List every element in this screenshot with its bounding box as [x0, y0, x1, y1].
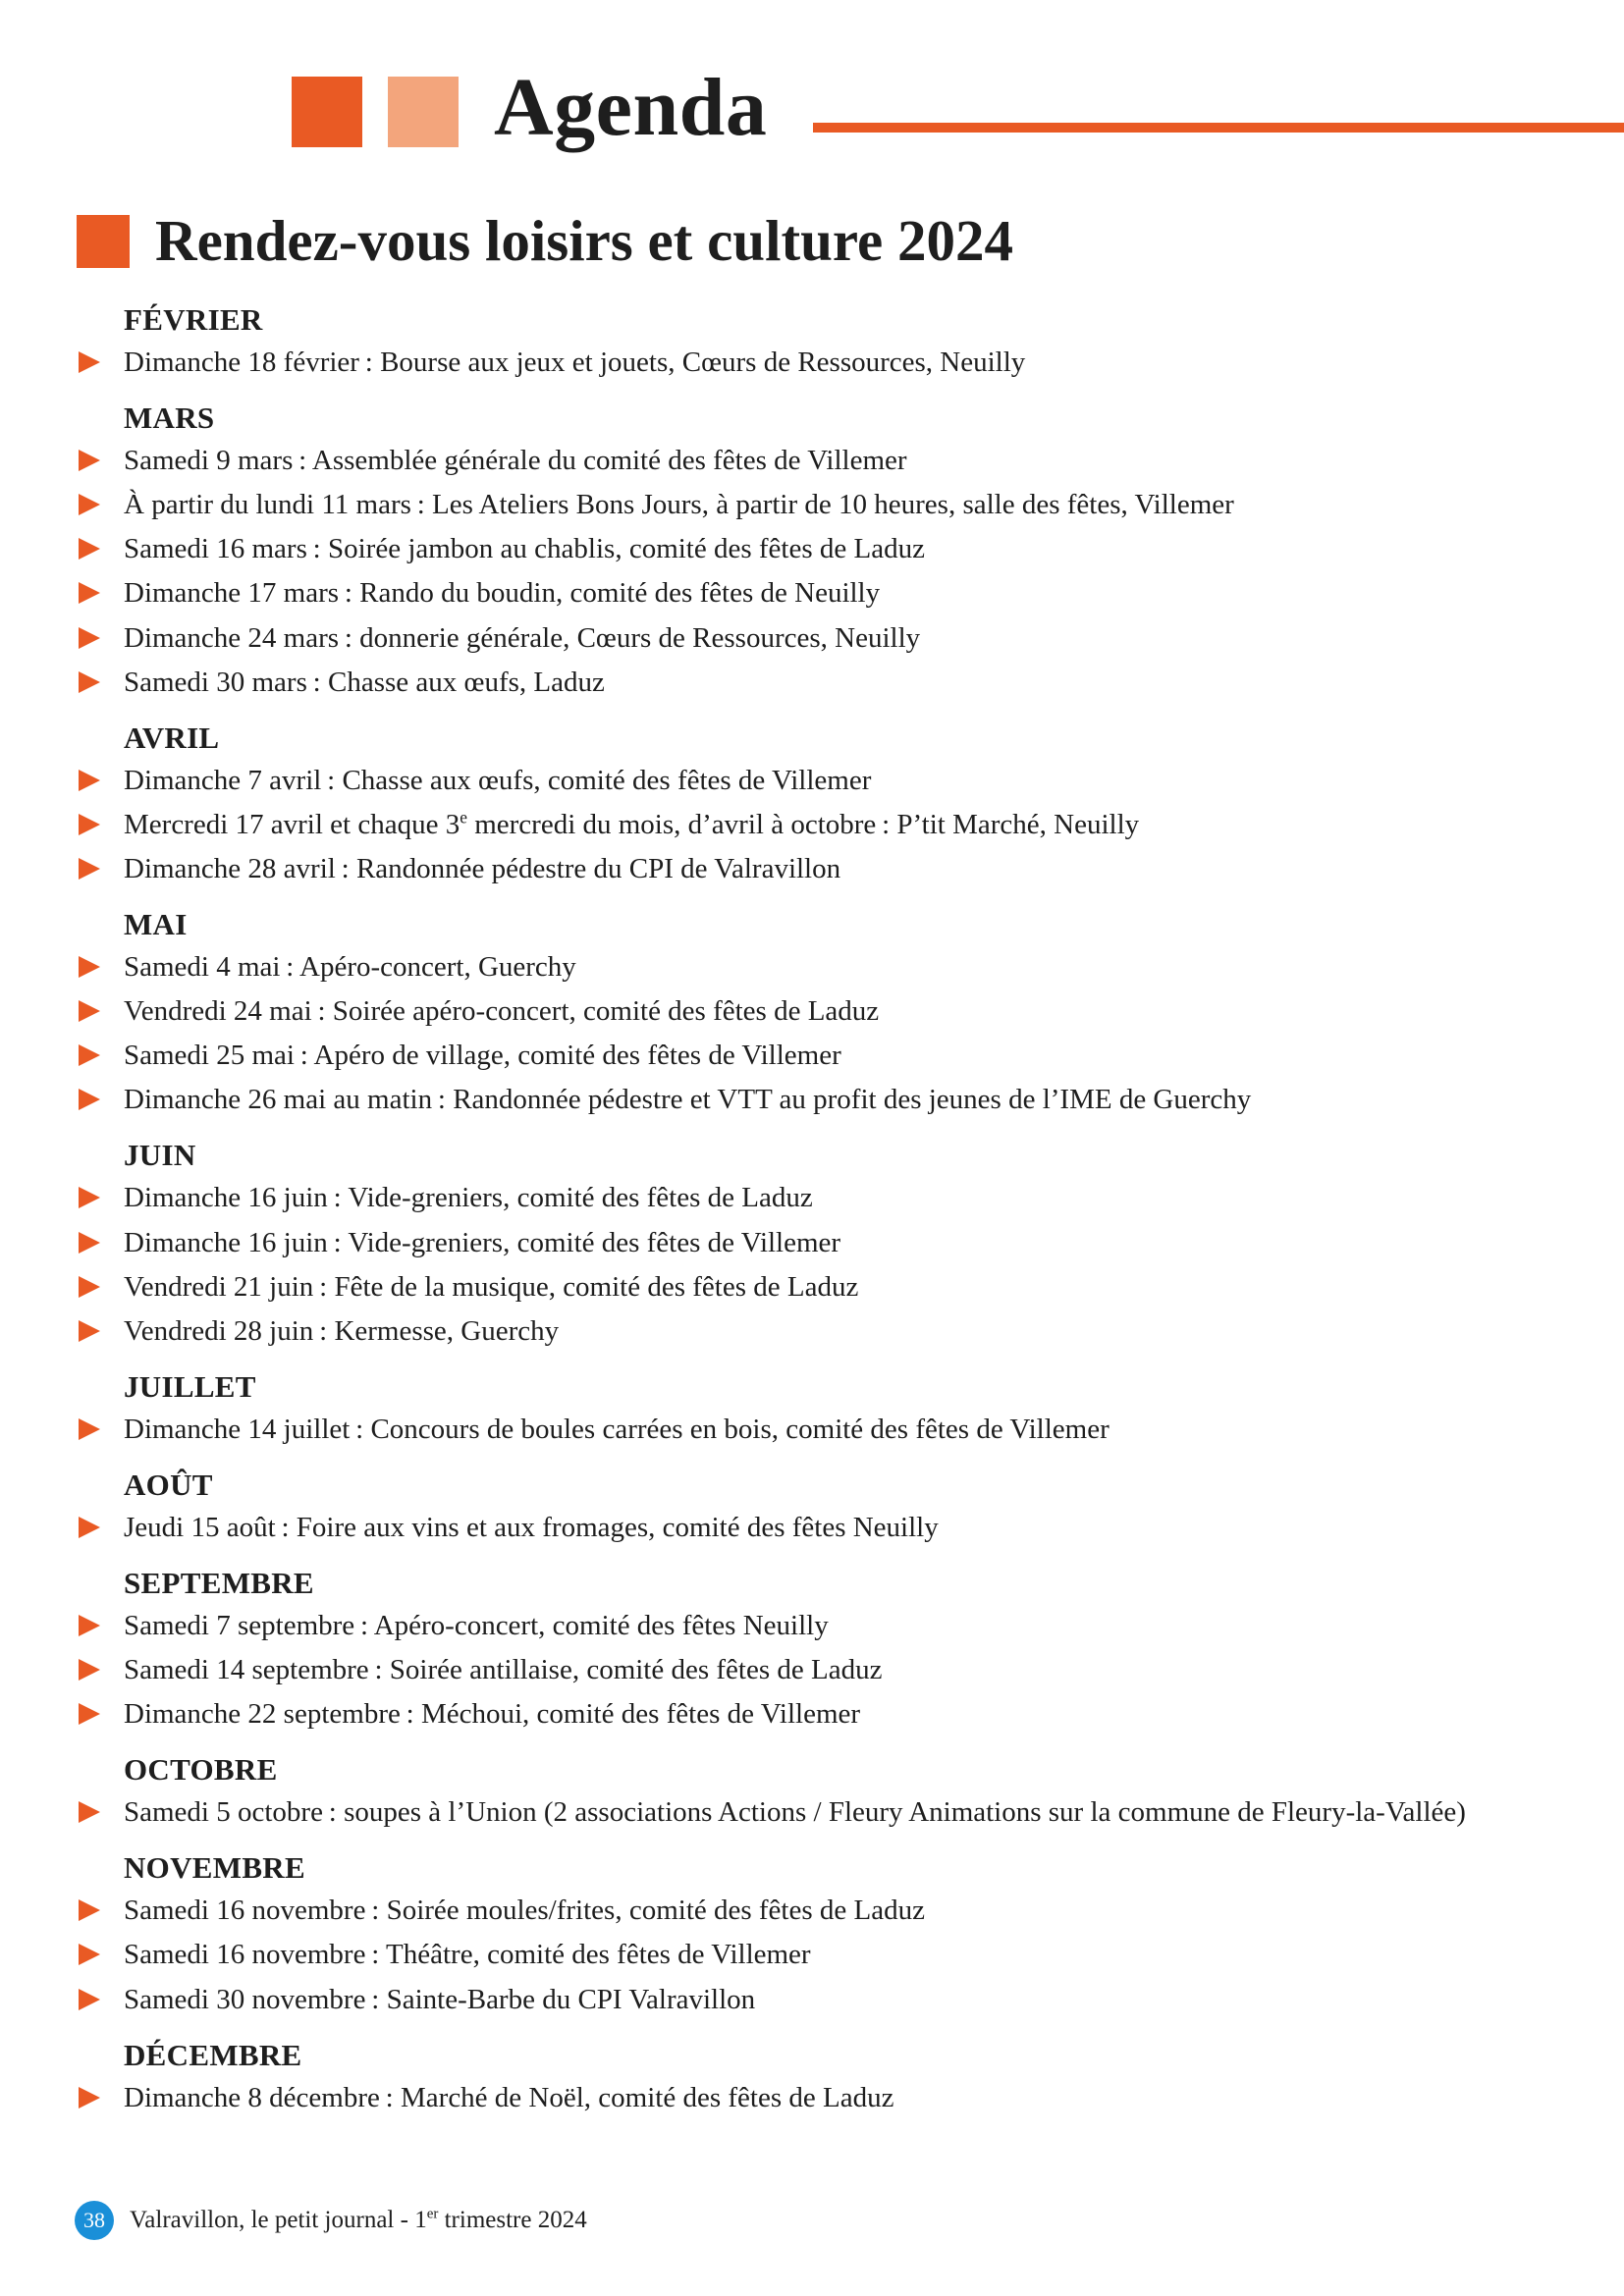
footer-text: Valravillon, le petit journal - 1er trimestre 2024 — [130, 2206, 587, 2233]
event-description: Soirée jambon au chablis, comité des fêtes de Laduz — [327, 533, 925, 564]
event-description: Soirée antillaise, comité des fêtes de Laduz — [389, 1654, 883, 1685]
event-date: Samedi 9 mars — [124, 445, 294, 476]
event-date: Samedi 25 mai — [124, 1040, 295, 1071]
ordinal-superscript: e — [460, 807, 467, 828]
bullet-arrow-icon — [79, 1703, 100, 1725]
event-description: soupes à l’Union (2 associations Actions / Fleury Animations sur la commune de Fleury-la-Vallée) — [344, 1796, 1466, 1828]
event-description: Vide-greniers, comité des fêtes de Laduz — [348, 1182, 813, 1213]
month-heading: OCTOBRE — [124, 1752, 278, 1787]
event-description: Bourse aux jeux et jouets, Cœurs de Ressources, Neuilly — [380, 347, 1026, 378]
event-item: Dimanche 17 mars : Rando du boudin, comité des fêtes de Neuilly — [75, 572, 880, 614]
event-item: Dimanche 14 juillet : Concours de boules carrées en bois, comité des fêtes de Villemer — [75, 1409, 1110, 1450]
event-item: Vendredi 28 juin : Kermesse, Guerchy — [75, 1310, 559, 1352]
event-date: Samedi 16 novembre — [124, 1895, 366, 1926]
bullet-arrow-icon — [79, 770, 100, 791]
event-description: Fête de la musique, comité des fêtes de Laduz — [334, 1271, 859, 1303]
event-item: Dimanche 24 mars : donnerie générale, Cœurs de Ressources, Neuilly — [75, 617, 920, 659]
event-date: Dimanche 16 juin — [124, 1182, 328, 1213]
month-heading: JUIN — [124, 1138, 196, 1172]
month-heading: SEPTEMBRE — [124, 1566, 314, 1600]
event-date: Vendredi 24 mai — [124, 995, 312, 1027]
event-date: Dimanche 7 avril — [124, 765, 322, 796]
bullet-arrow-icon — [79, 1232, 100, 1254]
event-date: mercredi du mois, d’avril à octobre — [466, 809, 877, 840]
month-heading: MAI — [124, 907, 188, 941]
event-item: Samedi 4 mai : Apéro-concert, Guerchy — [75, 946, 576, 988]
event-item: Dimanche 26 mai au matin : Randonnée pédestre et VTT au profit des jeunes de l’IME de Guerchy — [75, 1079, 1251, 1120]
event-date: Samedi 14 septembre — [124, 1654, 369, 1685]
event-description: P’tit Marché, Neuilly — [896, 809, 1140, 840]
event-item: Mercredi 17 avril et chaque 3e mercredi du mois, d’avril à octobre : P’tit Marché, Neuilly — [75, 804, 1139, 845]
event-description: Concours de boules carrées en bois, comité des fêtes de Villemer — [370, 1414, 1110, 1445]
event-item: Samedi 16 novembre : Théâtre, comité des fêtes de Villemer — [75, 1934, 811, 1975]
bullet-arrow-icon — [79, 1615, 100, 1636]
header-square-light — [388, 77, 459, 147]
event-date: Samedi 30 mars — [124, 667, 307, 698]
bullet-arrow-icon — [79, 494, 100, 515]
page-number-badge: 38 — [75, 2201, 114, 2240]
bullet-arrow-icon — [79, 582, 100, 604]
event-item: Samedi 9 mars : Assemblée générale du comité des fêtes de Villemer — [75, 440, 907, 481]
bullet-arrow-icon — [79, 956, 100, 978]
bullet-arrow-icon — [79, 1276, 100, 1298]
event-date: Dimanche 28 avril — [124, 853, 336, 884]
event-date: Vendredi 21 juin — [124, 1271, 314, 1303]
event-description: Rando du boudin, comité des fêtes de Neuilly — [359, 577, 881, 609]
event-date: Samedi 16 mars — [124, 533, 307, 564]
month-heading: MARS — [124, 400, 215, 435]
event-item: Samedi 30 mars : Chasse aux œufs, Laduz — [75, 662, 605, 703]
event-date: Dimanche 18 février — [124, 347, 359, 378]
bullet-arrow-icon — [79, 1044, 100, 1066]
event-description: Chasse aux œufs, comité des fêtes de Villemer — [342, 765, 872, 796]
event-item: Dimanche 16 juin : Vide-greniers, comité des fêtes de Villemer — [75, 1222, 840, 1263]
event-description: Sainte-Barbe du CPI Valravillon — [386, 1984, 756, 2015]
bullet-arrow-icon — [79, 450, 100, 471]
event-description: Théâtre, comité des fêtes de Villemer — [386, 1939, 811, 1970]
title-rule — [813, 123, 1624, 133]
event-item: Jeudi 15 août : Foire aux vins et aux fromages, comité des fêtes Neuilly — [75, 1507, 939, 1548]
event-item: Samedi 16 novembre : Soirée moules/frites, comité des fêtes de Laduz — [75, 1890, 925, 1931]
event-description: Assemblée générale du comité des fêtes de Villemer — [311, 445, 907, 476]
event-date: Samedi 16 novembre — [124, 1939, 366, 1970]
event-date: Dimanche 16 juin — [124, 1227, 328, 1258]
bullet-arrow-icon — [79, 1089, 100, 1110]
event-item: Dimanche 7 avril : Chasse aux œufs, comité des fêtes de Villemer — [75, 760, 871, 801]
event-date: Dimanche 26 mai au matin — [124, 1084, 433, 1115]
section-square — [77, 215, 130, 268]
event-item: Samedi 16 mars : Soirée jambon au chablis, comité des fêtes de Laduz — [75, 528, 925, 569]
event-date: Dimanche 22 septembre — [124, 1698, 401, 1730]
bullet-arrow-icon — [79, 627, 100, 649]
event-date-prefix: Mercredi 17 avril et chaque 3 — [124, 809, 460, 840]
event-date: Samedi 4 mai — [124, 951, 281, 983]
event-item: À partir du lundi 11 mars : Les Ateliers Bons Jours, à partir de 10 heures, salle des fêtes, Villemer — [75, 484, 1234, 525]
event-date: Jeudi 15 août — [124, 1512, 276, 1543]
event-description: Apéro-concert, comité des fêtes Neuilly — [373, 1610, 829, 1641]
bullet-arrow-icon — [79, 1000, 100, 1022]
bullet-arrow-icon — [79, 1187, 100, 1208]
event-description: Soirée moules/frites, comité des fêtes de Laduz — [386, 1895, 925, 1926]
event-description: Randonnée pédestre et VTT au profit des jeunes de l’IME de Guerchy — [453, 1084, 1252, 1115]
bullet-arrow-icon — [79, 814, 100, 835]
event-date: Vendredi 28 juin — [124, 1315, 314, 1347]
event-date: Samedi 30 novembre — [124, 1984, 366, 2015]
event-date: Samedi 5 octobre — [124, 1796, 323, 1828]
event-date: Dimanche 8 décembre — [124, 2082, 380, 2113]
event-date: Samedi 7 septembre — [124, 1610, 355, 1641]
bullet-arrow-icon — [79, 1801, 100, 1823]
bullet-arrow-icon — [79, 538, 100, 560]
bullet-arrow-icon — [79, 1517, 100, 1538]
event-date: Dimanche 14 juillet — [124, 1414, 351, 1445]
header-square-dark — [292, 77, 362, 147]
bullet-arrow-icon — [79, 1418, 100, 1440]
event-item: Samedi 14 septembre : Soirée antillaise, comité des fêtes de Laduz — [75, 1649, 882, 1690]
bullet-arrow-icon — [79, 2087, 100, 2109]
event-date: Dimanche 17 mars — [124, 577, 340, 609]
event-date: Dimanche 24 mars — [124, 622, 340, 654]
event-item: Dimanche 22 septembre : Méchoui, comité des fêtes de Villemer — [75, 1693, 860, 1735]
event-item: Vendredi 21 juin : Fête de la musique, comité des fêtes de Laduz — [75, 1266, 858, 1308]
month-heading: AVRIL — [124, 721, 220, 755]
event-description: Apéro-concert, Guerchy — [299, 951, 576, 983]
month-heading: FÉVRIER — [124, 302, 263, 337]
event-description: Soirée apéro-concert, comité des fêtes de Laduz — [332, 995, 880, 1027]
event-item: Dimanche 18 février : Bourse aux jeux et jouets, Cœurs de Ressources, Neuilly — [75, 342, 1025, 383]
bullet-arrow-icon — [79, 858, 100, 880]
event-item: Dimanche 8 décembre : Marché de Noël, comité des fêtes de Laduz — [75, 2077, 893, 2118]
event-item: Dimanche 28 avril : Randonnée pédestre du CPI de Valravillon — [75, 848, 840, 889]
event-date: À partir du lundi 11 mars — [124, 489, 411, 520]
section-title: Rendez-vous loisirs et culture 2024 — [155, 208, 1013, 273]
event-description: donnerie générale, Cœurs de Ressources, Neuilly — [359, 622, 921, 654]
event-description: Méchoui, comité des fêtes de Villemer — [420, 1698, 861, 1730]
event-description: Foire aux vins et aux fromages, comité des fêtes Neuilly — [296, 1512, 939, 1543]
event-item: Samedi 7 septembre : Apéro-concert, comité des fêtes Neuilly — [75, 1605, 829, 1646]
bullet-arrow-icon — [79, 671, 100, 693]
event-item: Dimanche 16 juin : Vide-greniers, comité des fêtes de Laduz — [75, 1177, 813, 1218]
event-item: Vendredi 24 mai : Soirée apéro-concert, comité des fêtes de Laduz — [75, 990, 879, 1032]
bullet-arrow-icon — [79, 1659, 100, 1681]
event-description: Vide-greniers, comité des fêtes de Villemer — [348, 1227, 841, 1258]
month-heading: DÉCEMBRE — [124, 2038, 302, 2072]
bullet-arrow-icon — [79, 1899, 100, 1921]
bullet-arrow-icon — [79, 351, 100, 373]
event-description: Chasse aux œufs, Laduz — [327, 667, 605, 698]
bullet-arrow-icon — [79, 1320, 100, 1342]
month-heading: AOÛT — [124, 1468, 213, 1502]
event-description: Marché de Noël, comité des fêtes de Laduz — [401, 2082, 894, 2113]
event-item: Samedi 25 mai : Apéro de village, comité des fêtes de Villemer — [75, 1035, 841, 1076]
event-description: Les Ateliers Bons Jours, à partir de 10 heures, salle des fêtes, Villemer — [432, 489, 1234, 520]
month-heading: JUILLET — [124, 1369, 256, 1404]
event-description: Apéro de village, comité des fêtes de Villemer — [313, 1040, 841, 1071]
event-item: Samedi 30 novembre : Sainte-Barbe du CPI Valravillon — [75, 1979, 755, 2020]
month-heading: NOVEMBRE — [124, 1850, 305, 1885]
event-description: Randonnée pédestre du CPI de Valravillon — [355, 853, 841, 884]
event-description: Kermesse, Guerchy — [334, 1315, 560, 1347]
bullet-arrow-icon — [79, 1944, 100, 1965]
event-item: Samedi 5 octobre : soupes à l’Union (2 associations Actions / Fleury Animations sur la commune de Fleury-la-Vallée) — [75, 1791, 1466, 1833]
page-title: Agenda — [494, 62, 768, 153]
bullet-arrow-icon — [79, 1989, 100, 2010]
